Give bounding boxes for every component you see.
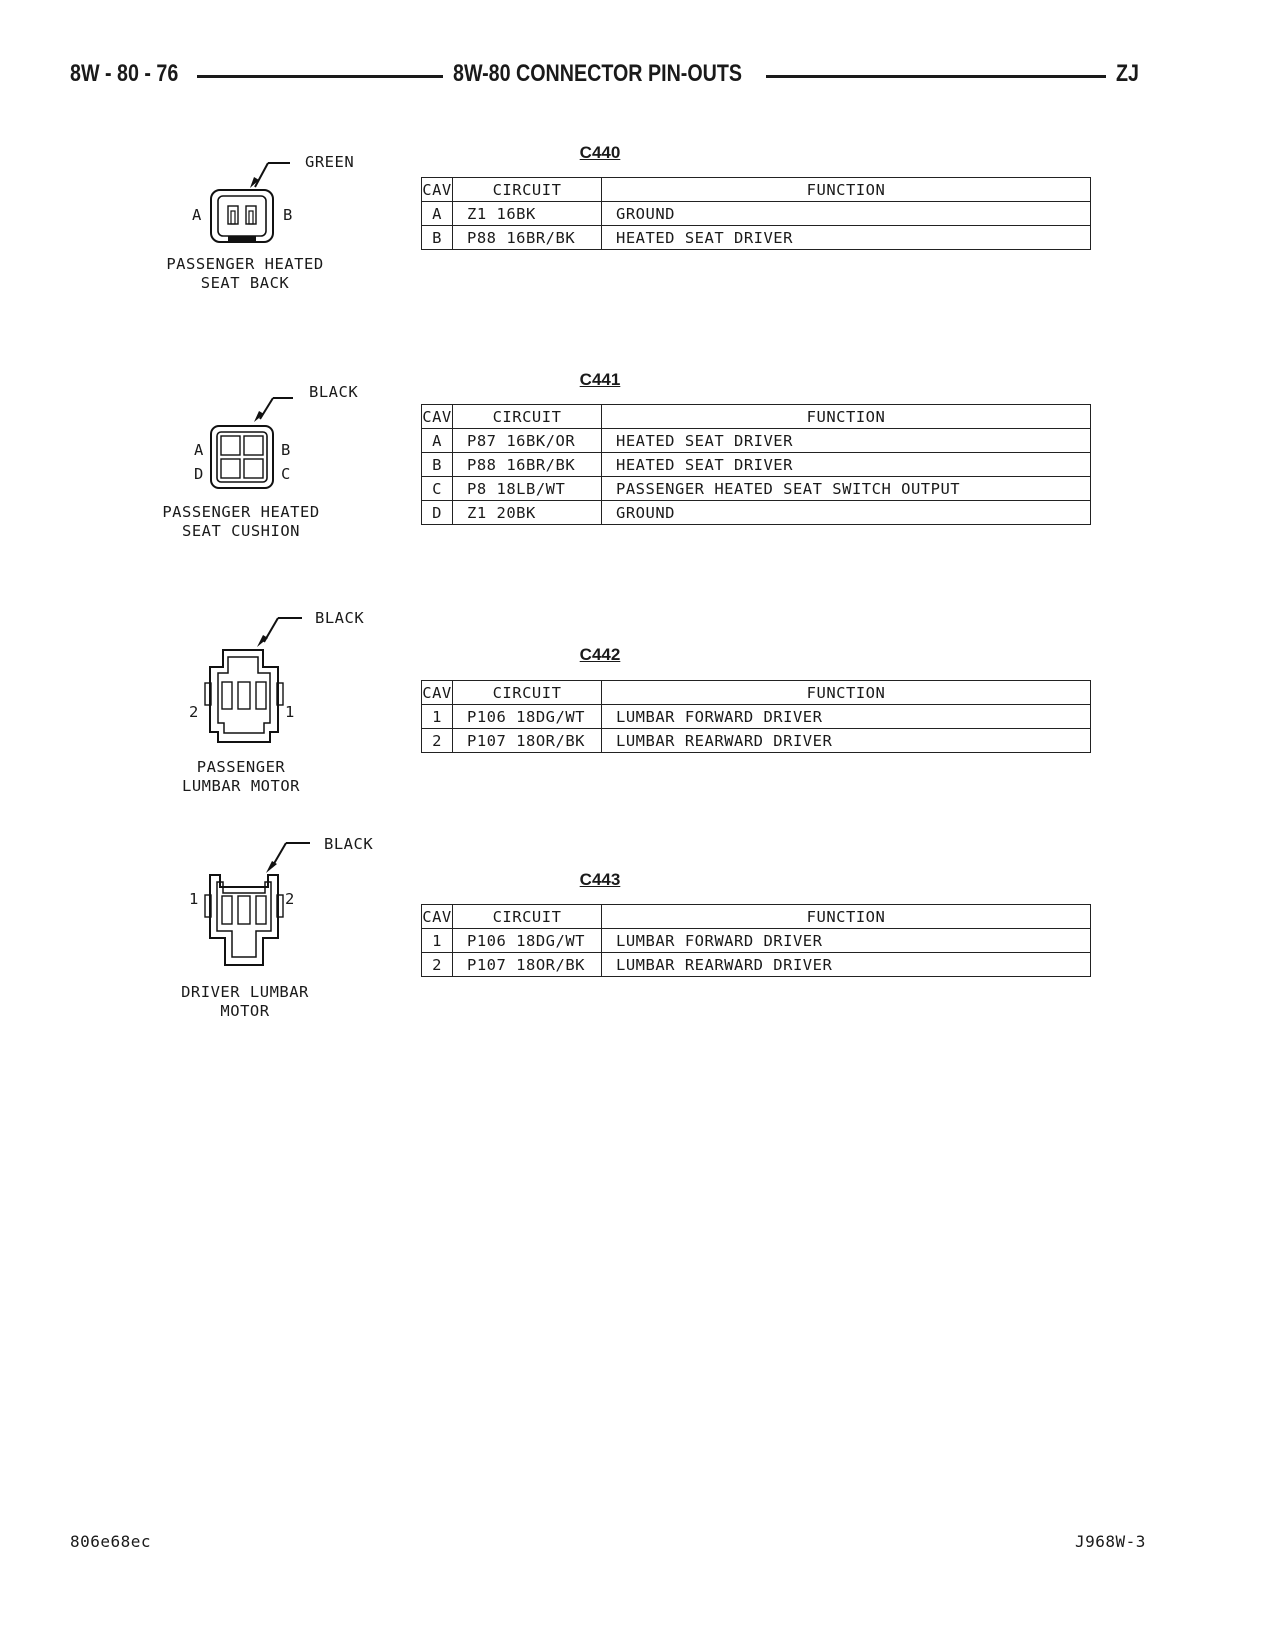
table-row — [422, 729, 1091, 753]
model-code: ZJ — [1116, 60, 1139, 87]
function-cell: LUMBAR REARWARD DRIVER — [602, 953, 1091, 977]
function-cell: HEATED SEAT DRIVER — [602, 226, 1091, 250]
table-row — [422, 202, 1091, 226]
caption-line: LUMBAR MOTOR — [182, 777, 300, 795]
pin-label: B — [281, 441, 291, 459]
function-cell: HEATED SEAT DRIVER — [602, 453, 1091, 477]
connector-c441-color: BLACK — [309, 383, 359, 401]
column-header: CIRCUIT — [453, 905, 602, 929]
table-header-row — [422, 405, 1091, 429]
connector-c442-title: C442 — [579, 645, 621, 664]
connector-c442-table — [421, 680, 1091, 753]
circuit-cell: Z1 16BK — [453, 202, 602, 226]
column-header: CAV — [422, 178, 453, 202]
circuit-cell: Z1 20BK — [453, 501, 602, 525]
connector-c442-diagram — [190, 605, 390, 755]
header-rule-left — [197, 75, 443, 78]
header-rule-right — [766, 75, 1106, 78]
column-header: CAV — [422, 905, 453, 929]
caption-line: DRIVER LUMBAR — [181, 983, 309, 1001]
connector-c441-table — [421, 404, 1091, 525]
pin-label: C — [281, 465, 291, 483]
connector-c440-table — [421, 177, 1091, 250]
caption-line: PASSENGER — [196, 758, 286, 776]
connector-c441-title: C441 — [579, 370, 621, 389]
function-cell: PASSENGER HEATED SEAT SWITCH OUTPUT — [602, 477, 1091, 501]
caption-line: MOTOR — [220, 1002, 270, 1020]
pin-label: 2 — [189, 703, 199, 721]
connector-c440-color: GREEN — [305, 153, 355, 171]
caption-line: SEAT CUSHION — [182, 522, 300, 540]
pin-label: D — [194, 465, 204, 483]
circuit-cell: P88 16BR/BK — [453, 453, 602, 477]
cav-cell: C — [422, 477, 453, 501]
circuit-cell: P107 18OR/BK — [453, 729, 602, 753]
pin-label: 1 — [285, 703, 295, 721]
function-cell: LUMBAR FORWARD DRIVER — [602, 705, 1091, 729]
table-row — [422, 226, 1091, 250]
connector-c443-color: BLACK — [324, 835, 374, 853]
table-header-row — [422, 178, 1091, 202]
cav-cell: A — [422, 202, 453, 226]
cav-cell: A — [422, 429, 453, 453]
page-number: 8W - 80 - 76 — [70, 60, 179, 87]
circuit-cell: P106 18DG/WT — [453, 705, 602, 729]
cav-cell: 2 — [422, 729, 453, 753]
column-header: CIRCUIT — [453, 405, 602, 429]
connector-c441-caption — [131, 503, 351, 541]
caption-line: PASSENGER HEATED — [162, 503, 320, 521]
column-header: CIRCUIT — [453, 681, 602, 705]
pin-label: A — [192, 206, 202, 224]
cav-cell: D — [422, 501, 453, 525]
table-row — [422, 429, 1091, 453]
column-header: CIRCUIT — [453, 178, 602, 202]
caption-line: SEAT BACK — [200, 274, 290, 292]
connector-c440-caption — [135, 255, 355, 293]
cav-cell: 2 — [422, 953, 453, 977]
cav-cell: B — [422, 453, 453, 477]
cav-cell: 1 — [422, 705, 453, 729]
table-row — [422, 929, 1091, 953]
table-header-row — [422, 681, 1091, 705]
table-row — [422, 477, 1091, 501]
table-row — [422, 705, 1091, 729]
column-header: FUNCTION — [602, 405, 1091, 429]
table-row — [422, 953, 1091, 977]
pin-label: B — [283, 206, 293, 224]
connector-c442-color: BLACK — [315, 609, 365, 627]
column-header: CAV — [422, 405, 453, 429]
table-row — [422, 453, 1091, 477]
connector-c443-title: C443 — [579, 870, 621, 889]
circuit-cell: P106 18DG/WT — [453, 929, 602, 953]
footer-left-code: 806e68ec — [70, 1532, 152, 1551]
connector-c442-caption — [131, 758, 351, 796]
function-cell: GROUND — [602, 501, 1091, 525]
circuit-cell: P88 16BR/BK — [453, 226, 602, 250]
caption-line: PASSENGER HEATED — [166, 255, 324, 273]
table-row — [422, 501, 1091, 525]
footer-right-code: J968W-3 — [1075, 1532, 1146, 1551]
connector-c440-title: C440 — [579, 143, 621, 162]
circuit-cell: P87 16BK/OR — [453, 429, 602, 453]
circuit-cell: P107 18OR/BK — [453, 953, 602, 977]
function-cell: LUMBAR FORWARD DRIVER — [602, 929, 1091, 953]
cav-cell: B — [422, 226, 453, 250]
pin-label: A — [194, 441, 204, 459]
connector-c440-diagram — [190, 150, 390, 250]
column-header: CAV — [422, 681, 453, 705]
cav-cell: 1 — [422, 929, 453, 953]
function-cell: LUMBAR REARWARD DRIVER — [602, 729, 1091, 753]
function-cell: GROUND — [602, 202, 1091, 226]
column-header: FUNCTION — [602, 905, 1091, 929]
pin-label: 2 — [285, 890, 295, 908]
circuit-cell: P8 18LB/WT — [453, 477, 602, 501]
page-title: 8W-80 CONNECTOR PIN-OUTS — [453, 60, 743, 87]
pin-label: 1 — [189, 890, 199, 908]
function-cell: HEATED SEAT DRIVER — [602, 429, 1091, 453]
table-header-row — [422, 905, 1091, 929]
column-header: FUNCTION — [602, 178, 1091, 202]
column-header: FUNCTION — [602, 681, 1091, 705]
connector-c443-table — [421, 904, 1091, 977]
connector-c443-caption — [135, 983, 355, 1021]
